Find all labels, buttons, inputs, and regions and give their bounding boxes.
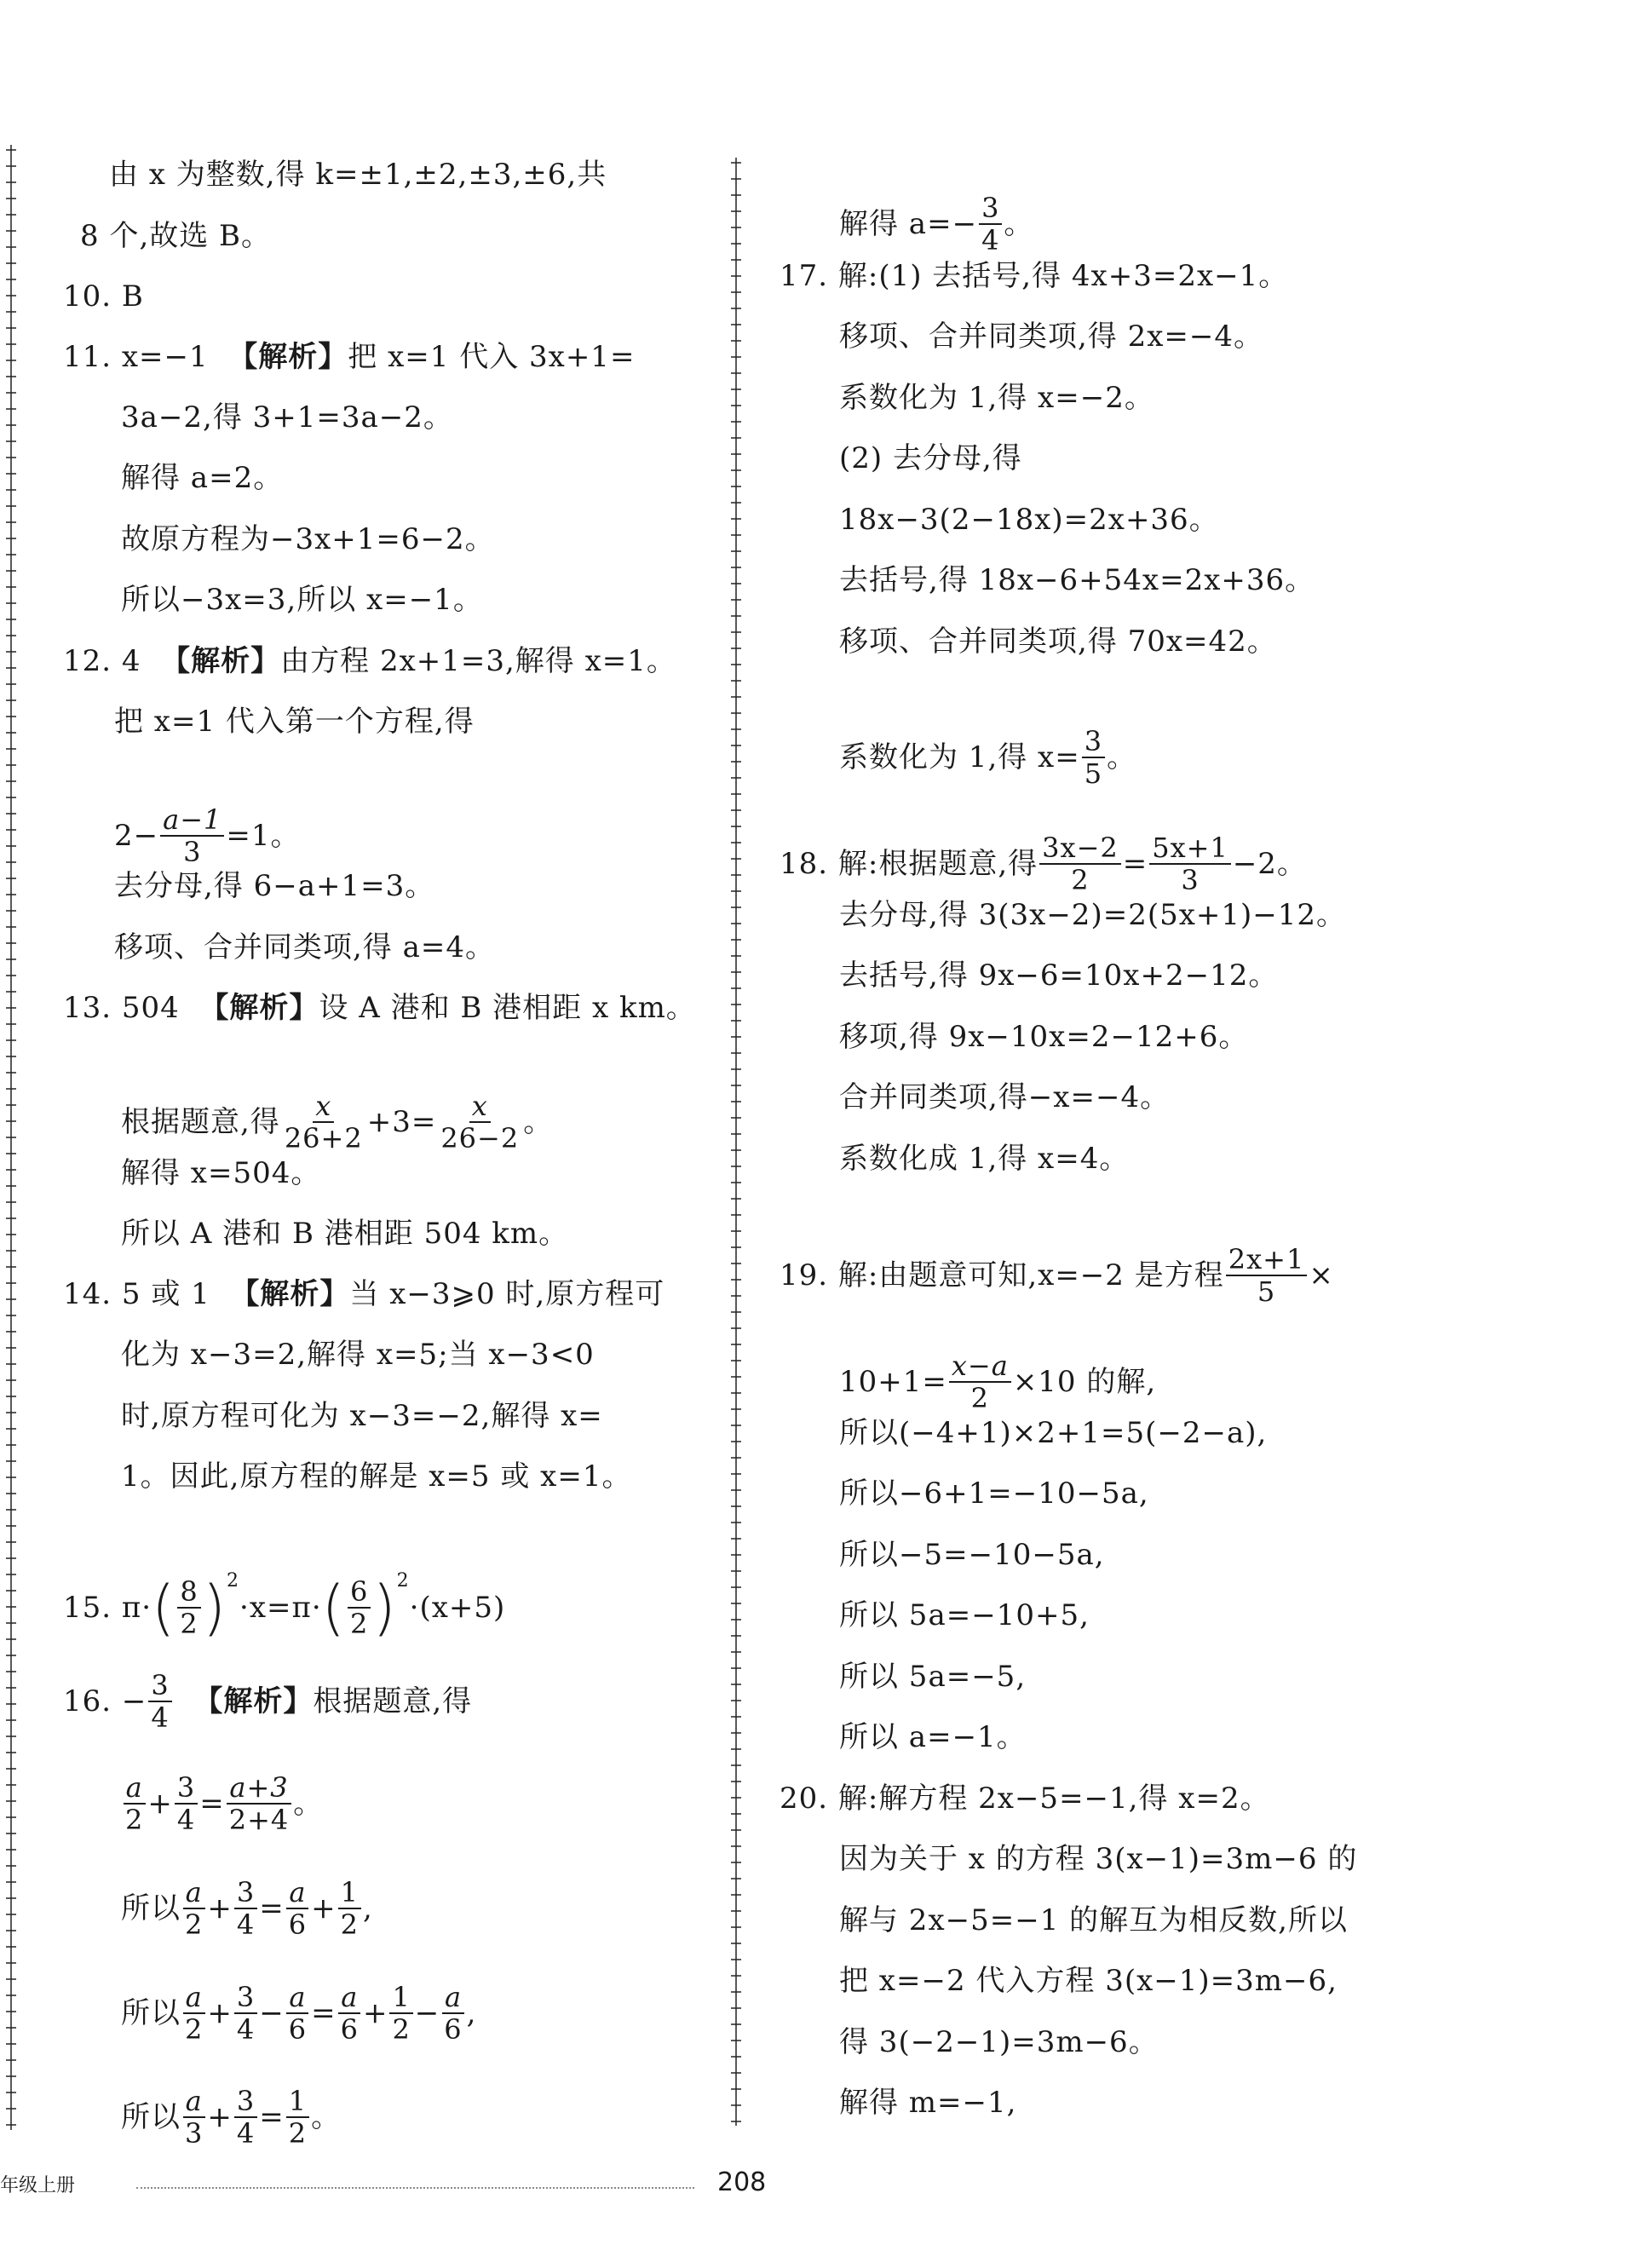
text-line: 系数化为 1,得 x=−2。 [839, 381, 1154, 415]
fraction: $\frac{a-1}{3}$ [160, 804, 224, 867]
question-20: 20. 解:解方程 2x−5=−1,得 x=2。 [780, 1782, 1270, 1816]
text-line: 解得 x=504。 [121, 1156, 321, 1190]
text-line: 移项、合并同类项,得 70x=42。 [839, 625, 1277, 659]
text-line: 所以 a=−1。 [839, 1720, 1027, 1754]
text-line: 因为关于 x 的方程 3(x−1)=3m−6 的 [839, 1842, 1358, 1876]
text-line: 解得 m=−1, [839, 2086, 1017, 2120]
text-line: 所以−6+1=−10−5a, [839, 1477, 1149, 1511]
left-margin-tickline [5, 145, 17, 2130]
text-line: 解与 2x−5=−1 的解互为相反数,所以 [839, 1903, 1348, 1937]
text-line: 解得 a=2。 [121, 461, 284, 495]
text-line: 系数化成 1,得 x=4。 [839, 1142, 1130, 1176]
text-line: 合并同类项,得−x=−4。 [839, 1080, 1171, 1114]
answer: 11. x=−1 [63, 340, 209, 374]
text-line: 去分母,得 6−a+1=3。 [114, 869, 435, 903]
question-12: 12. 4 【解析】由方程 2x+1=3,解得 x=1。 [63, 644, 676, 678]
text-line: 化为 x−3=2,解得 x=5;当 x−3<0 [121, 1338, 595, 1372]
text-line: 故原方程为−3x+1=6−2。 [121, 522, 495, 556]
question-11 [63, 338, 635, 376]
center-divider-tickline [730, 158, 742, 2126]
text-line: 3a−2,得 3+1=3a−2。 [121, 400, 453, 435]
text-line: 把 x=1 代入第一个方程,得 [114, 705, 475, 739]
answer-page: 由 x 为整数,得 k=±1,±2,±3,±6,共 8 个,故选 B。 10. B 11. x=−1 【解析】把 x=1 代入 3x+1= 3a−2,得 3+1=3a−2。 解得 a=2。 故原方程为−3x+1=6−2。 所以−3x=3,所以 x=−1。 12. 4 【解析】由方程 2x+1=3,解得 x=1。 把 x=1 代入第一个方程,得 2− $\frac{a-1}{3}$ =1。 去分母,得 6−a+1=3。 移项、合并同类项,得 a=4。 13. 504 【解析】设 A 港和 B 港相距 x km。 根据题意,得 $\frac{x}{26+2}$ +3= $\frac{x}{26-2}$ 。 解得 x=504。 所以 A 港和 B 港相距 504 km。 14. 5 或 1 【解析】当 x−3⩾0 时,原方程可 化为 x−3=2,解得 x=5;当 x−3<0 时,原方程可化为 x−3=−2,解得 x= 1。因此,原方程的解是 x=5 或 x=1。 15. π·( $\frac{8}{2}$ )$^2$·x=π·( $\frac{6}{2}$ )$^2$·(x+5) 16. − $\frac{3}{4}$ 【解析】根据题意,得 $\frac{a}{2}$ + $\frac{3}{4}$ = $\frac{a+3}{2+4}$ 。 所以 $\frac{a}{2}$ + $\frac{3}{4}$ = $\frac{a}{6}$ + $\frac{1}{2}$ , 所以 $\frac{a}{2}$ + $\frac{3}{4}$ − $\frac{a}{6}$ = $\frac{a}{6}$ + $\frac{1}{2}$ − $\frac{a}{6}$ , 所以 $\frac{a}{3}$ + $\frac{3}{4}$ = $\frac{1}{2}$ 。 解得 a=− $\frac{3}{4}$ 。 17. 解:(1) 去括号,得 4x+3=2x−1。 移项、合并同类项,得 2x=−4。 系数化为 1,得 x=−2。 (2) 去分母,得 18x−3(2−18x)=2x+36。 去括号,得 18x−6+54x=2x+36。 移项、合并同类项,得 70x=42。 系数化为 1,得 x= $\frac{3}{5}$ 。 18. 解:根据题意,得 $\frac{3x-2}{2}$ = $\frac{5x+1}{3}$ −2。 去分母,得 3(3x−2)=2(5x+1)−12。 去括号,得 9x−6=10x+2−12。 移项,得 9x−10x=2−12+6。 合并同类项,得−x=−4。 系数化成 1,得 x=4。 19. 解:由题意可知,x=−2 是方程 $\frac{2x+1}{5}$ × 10+1= $\frac{x-a}{2}$ ×10 的解, 所以(−4+1)×2+1=5(−2−a), 所以−6+1=−10−5a, 所以−5=−10−5a, 所以 5a=−10+5, 所以 5a=−5, 所以 a=−1。 20. 解:解方程 2x−5=−1,得 x=2。 因为关于 x 的方程 3(x−1)=3m−6 的 解与 2x−5=−1 的解互为相反数,所以 把 x=−2 代入方程 3(x−1)=3m−6, 得 3(−2−1)=3m−6。 解得 m=−1, 年级上册 208 [0, 0, 1634, 2268]
text-line: 得 3(−2−1)=3m−6。 [839, 2025, 1159, 2059]
text-line: 去分母,得 3(3x−2)=2(5x+1)−12。 [839, 898, 1347, 932]
question-14: 14. 5 或 1 【解析】当 x−3⩾0 时,原方程可 [63, 1277, 665, 1311]
text-line: 所以(−4+1)×2+1=5(−2−a), [839, 1416, 1268, 1450]
text-line: 所以 A 港和 B 港相距 504 km。 [121, 1217, 569, 1251]
text-line: 移项、合并同类项,得 a=4。 [114, 930, 496, 964]
text-line: 移项,得 9x−10x=2−12+6。 [839, 1020, 1249, 1054]
footer-grade-label: 年级上册 [0, 2175, 76, 2196]
text-line: 所以 5a=−10+5, [839, 1598, 1090, 1632]
text-line: 时,原方程可化为 x−3=−2,解得 x= [121, 1399, 603, 1433]
question-10: 10. B [63, 279, 144, 314]
text-line: 18x−3(2−18x)=2x+36。 [839, 503, 1219, 537]
question-17: 17. 解:(1) 去括号,得 4x+3=2x−1。 [780, 259, 1289, 293]
analysis-tag: 【解析】 [228, 340, 348, 374]
text-line: 1。因此,原方程的解是 x=5 或 x=1。 [121, 1459, 632, 1494]
text-line: 去括号,得 9x−6=10x+2−12。 [839, 958, 1279, 993]
text-line: 由 x 为整数,得 k=±1,±2,±3,±6,共 [109, 158, 607, 192]
footer-dotted-rule [136, 2187, 694, 2189]
text-line: (2) 去分母,得 [839, 441, 1022, 475]
page-number: 208 [717, 2167, 767, 2197]
text-line: 移项、合并同类项,得 2x=−4。 [839, 319, 1264, 354]
text-line: 所以−5=−10−5a, [839, 1538, 1105, 1572]
text-line: 所以 5a=−5, [839, 1660, 1027, 1694]
text-line: 把 x=−2 代入方程 3(x−1)=3m−6, [839, 1964, 1338, 1998]
text-line: 去括号,得 18x−6+54x=2x+36。 [839, 563, 1315, 597]
text-line: 8 个,故选 B。 [80, 219, 272, 253]
analysis-text: 把 x=1 代入 3x+1= [348, 340, 636, 374]
text-line: 所以−3x=3,所以 x=−1。 [121, 583, 483, 617]
question-13: 13. 504 【解析】设 A 港和 B 港相距 x km。 [63, 991, 696, 1025]
